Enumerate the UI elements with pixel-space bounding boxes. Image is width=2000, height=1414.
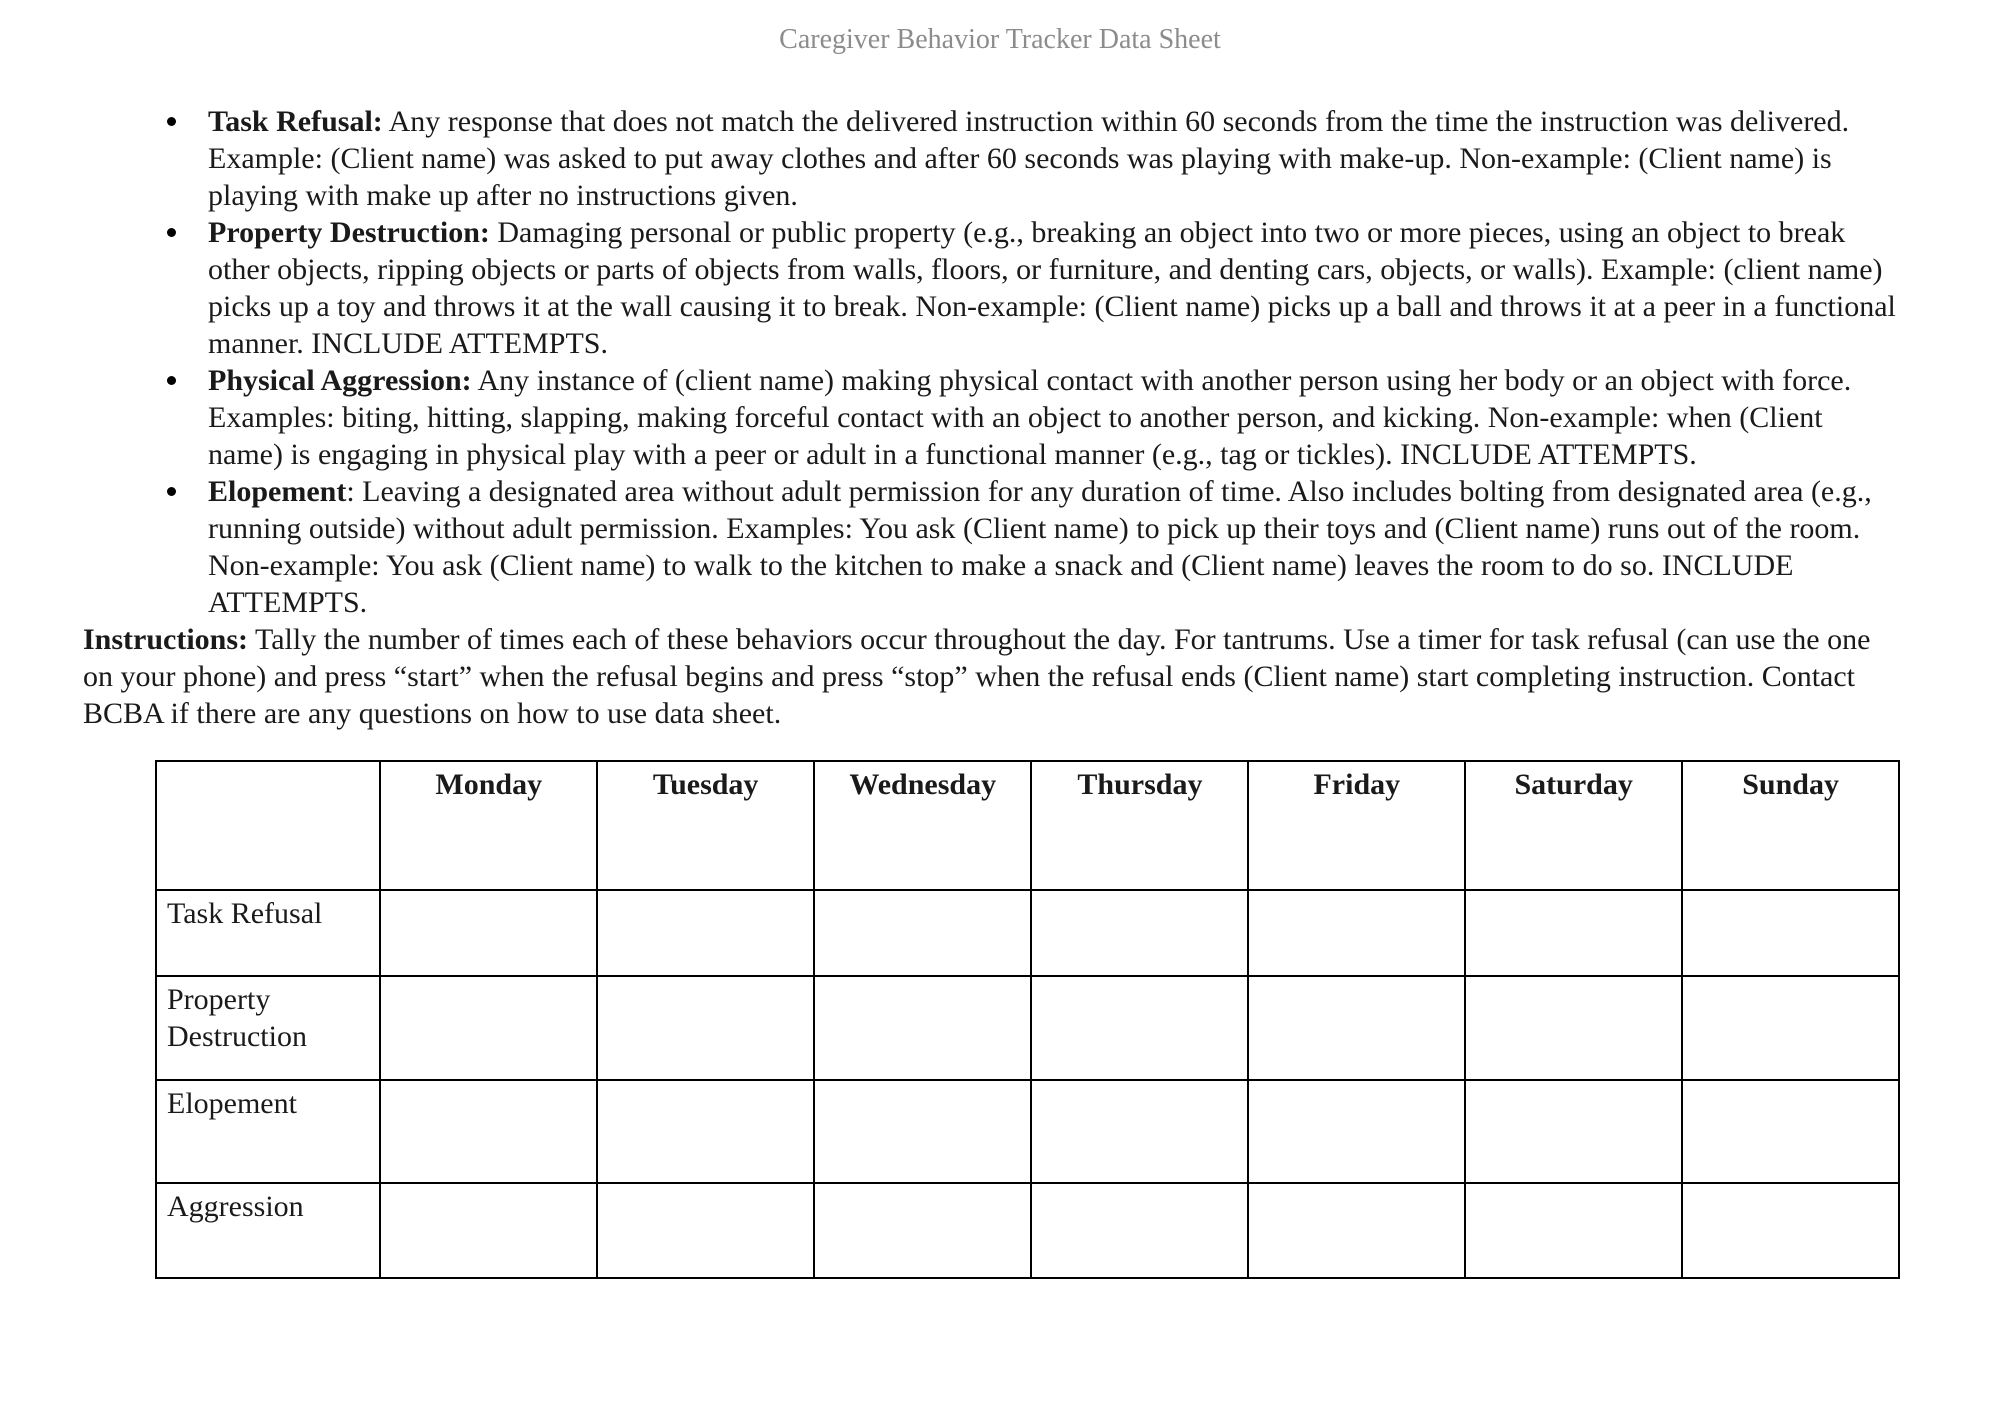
tally-cell-task-refusal-friday[interactable] bbox=[1248, 890, 1465, 976]
tally-cell-aggression-saturday[interactable] bbox=[1465, 1183, 1682, 1278]
definition-term: Property Destruction: bbox=[208, 216, 490, 249]
bullet-icon bbox=[167, 376, 176, 385]
tally-cell-aggression-friday[interactable] bbox=[1248, 1183, 1465, 1278]
instructions-label: Instructions: bbox=[83, 623, 249, 656]
column-header-sunday: Sunday bbox=[1682, 761, 1899, 890]
definition-physical-aggression bbox=[83, 362, 1900, 473]
bullet-icon bbox=[167, 228, 176, 237]
tally-cell-task-refusal-monday[interactable] bbox=[380, 890, 597, 976]
tally-cell-elopement-wednesday[interactable] bbox=[814, 1080, 1031, 1183]
table-row-task-refusal bbox=[156, 890, 1899, 976]
table-row-elopement bbox=[156, 1080, 1899, 1183]
table-row-aggression bbox=[156, 1183, 1899, 1278]
definition-text: : Leaving a designated area without adult permission for any duration of time. Also includes bolting from designated area (e.g., running outside) without adult permission. Examples: You ask (Client name) to pick up their toys and (Client name) runs out of the room. Non-example: You ask (Client name) to walk to the kitchen to make a snack and (Client name) leaves the room to do so. INCLUDE ATTEMPTS. bbox=[208, 475, 1872, 619]
table-header-row bbox=[156, 761, 1899, 890]
tally-cell-task-refusal-sunday[interactable] bbox=[1682, 890, 1899, 976]
tally-cell-property-destruction-sunday[interactable] bbox=[1682, 976, 1899, 1080]
tally-cell-property-destruction-thursday[interactable] bbox=[1031, 976, 1248, 1080]
tally-cell-property-destruction-wednesday[interactable] bbox=[814, 976, 1031, 1080]
tally-cell-property-destruction-friday[interactable] bbox=[1248, 976, 1465, 1080]
tally-cell-elopement-monday[interactable] bbox=[380, 1080, 597, 1183]
tally-cell-task-refusal-thursday[interactable] bbox=[1031, 890, 1248, 976]
tally-cell-aggression-tuesday[interactable] bbox=[597, 1183, 814, 1278]
behavior-tally-table bbox=[155, 760, 1900, 1279]
column-header-monday: Monday bbox=[380, 761, 597, 890]
tally-cell-task-refusal-tuesday[interactable] bbox=[597, 890, 814, 976]
row-label-elopement: Elopement bbox=[156, 1080, 380, 1183]
definition-term: Elopement bbox=[208, 475, 347, 508]
definition-term: Physical Aggression: bbox=[208, 364, 472, 397]
tally-cell-aggression-monday[interactable] bbox=[380, 1183, 597, 1278]
document-body bbox=[83, 103, 1900, 1279]
page-title: Caregiver Behavior Tracker Data Sheet bbox=[779, 24, 1221, 55]
definition-text: Damaging personal or public property (e.g., breaking an object into two or more pieces, using an object to break other objects, ripping objects or parts of objects from walls, floors, or furniture, and denting cars, objects, or walls). Example: (client name) picks up a toy and throws it at the wall causing it to break. Non-example: (Client name) picks up a ball and throws it at a peer in a functional manner. INCLUDE ATTEMPTS. bbox=[208, 216, 1896, 360]
column-header-saturday: Saturday bbox=[1465, 761, 1682, 890]
tally-cell-task-refusal-saturday[interactable] bbox=[1465, 890, 1682, 976]
row-label-task-refusal: Task Refusal bbox=[156, 890, 380, 976]
tally-cell-elopement-sunday[interactable] bbox=[1682, 1080, 1899, 1183]
instructions-paragraph bbox=[83, 621, 1900, 732]
definition-term: Task Refusal: bbox=[208, 105, 383, 138]
definition-task-refusal bbox=[83, 103, 1900, 214]
definition-text: Any response that does not match the delivered instruction within 60 seconds from the time the instruction was delivered. Example: (Client name) was asked to put away clothes and after 60 seconds was playing with make-up. Non-example: (Client name) is playing with make up after no instructions given. bbox=[208, 105, 1850, 212]
tally-cell-aggression-thursday[interactable] bbox=[1031, 1183, 1248, 1278]
table-row-property-destruction bbox=[156, 976, 1899, 1080]
corner-cell bbox=[156, 761, 380, 890]
tally-cell-elopement-tuesday[interactable] bbox=[597, 1080, 814, 1183]
tally-cell-elopement-thursday[interactable] bbox=[1031, 1080, 1248, 1183]
definition-text: Any instance of (client name) making physical contact with another person using her body or an object with force. Examples: biting, hitting, slapping, making forceful contact with an object to another person, and kicking. Non-example: when (Client name) is engaging in physical play with a peer or adult in a functional manner (e.g., tag or tickles). INCLUDE ATTEMPTS. bbox=[208, 364, 1852, 471]
bullet-icon bbox=[167, 117, 176, 126]
tally-cell-aggression-wednesday[interactable] bbox=[814, 1183, 1031, 1278]
tally-cell-task-refusal-wednesday[interactable] bbox=[814, 890, 1031, 976]
column-header-thursday: Thursday bbox=[1031, 761, 1248, 890]
instructions-text: Tally the number of times each of these behaviors occur throughout the day. For tantrums. Use a timer for task refusal (can use the one on your phone) and press “start” when the refusal begins and press “stop” when the refusal ends (Client name) start completing instruction. Contact BCBA if there are any questions on how to use data sheet. bbox=[83, 623, 1871, 730]
column-header-friday: Friday bbox=[1248, 761, 1465, 890]
tally-cell-elopement-saturday[interactable] bbox=[1465, 1080, 1682, 1183]
tally-cell-property-destruction-tuesday[interactable] bbox=[597, 976, 814, 1080]
definition-elopement bbox=[83, 473, 1900, 621]
tally-cell-property-destruction-monday[interactable] bbox=[380, 976, 597, 1080]
bullet-icon bbox=[167, 487, 176, 496]
column-header-tuesday: Tuesday bbox=[597, 761, 814, 890]
tally-cell-property-destruction-saturday[interactable] bbox=[1465, 976, 1682, 1080]
definition-property-destruction bbox=[83, 214, 1900, 362]
row-label-aggression: Aggression bbox=[156, 1183, 380, 1278]
row-label-property-destruction: Property Destruction bbox=[156, 976, 380, 1080]
column-header-wednesday: Wednesday bbox=[814, 761, 1031, 890]
behavior-definitions-list bbox=[83, 103, 1900, 621]
tally-cell-elopement-friday[interactable] bbox=[1248, 1080, 1465, 1183]
tally-cell-aggression-sunday[interactable] bbox=[1682, 1183, 1899, 1278]
